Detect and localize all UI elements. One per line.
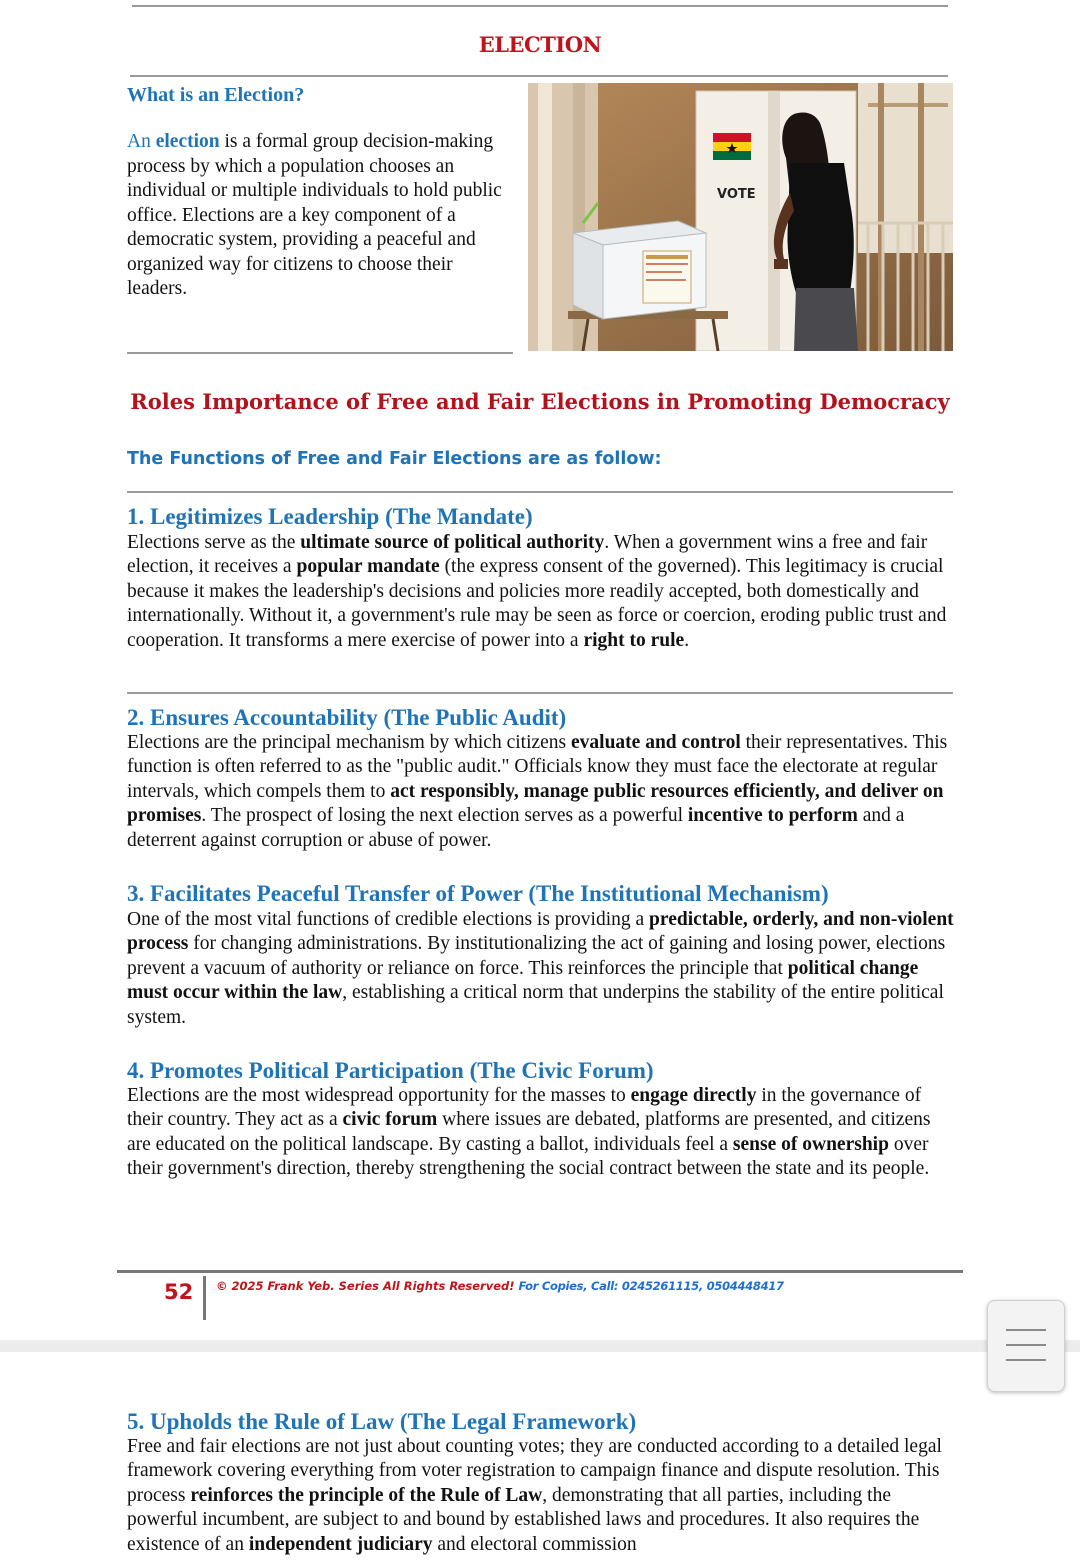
emphasis-text: sense of ownership: [732, 1133, 889, 1155]
footer-contact: For Copies, Call: 0245261115, 0504448417: [518, 1279, 784, 1293]
body-text: where issues are debated, platforms are presented, and citizens are educated on the political landscape. By casting a ballot, individuals feel a: [127, 1109, 931, 1155]
section-5-heading: 5. Upholds the Rule of Law (The Legal Framework): [127, 1409, 637, 1434]
emphasis-text: ultimate source of political authority: [300, 532, 605, 553]
footer-divider: [203, 1276, 206, 1320]
section-4-heading: 4. Promotes Political Participation (The Civic Forum): [127, 1058, 654, 1083]
section-4-body: [127, 1084, 957, 1182]
section-1-heading: 1. Legitimizes Leadership (The Mandate): [127, 504, 533, 529]
emphasis-text: independent judiciary: [248, 1533, 433, 1555]
intro-rule: [127, 352, 513, 354]
voting-scene-illustration: [528, 83, 953, 351]
section-2-heading: 2. Ensures Accountability (The Public Audit): [127, 705, 567, 730]
top-rule: [132, 5, 948, 7]
emphasis-text: civic forum: [342, 1109, 438, 1131]
body-text: in the governance of their country. They act as a: [127, 1085, 922, 1131]
footer-rule: [117, 1270, 963, 1273]
section-5-body: [127, 1435, 962, 1557]
emphasis-text: act responsibly, manage public resources efficiently, and deliver on promises: [127, 780, 944, 827]
body-text: Elections serve as the: [127, 532, 301, 553]
functions-subtitle: The Functions of Free and Fair Elections are as follow:: [127, 449, 662, 469]
body-text: over their government's direction, thereby strengthening the social contract between the state and its people.: [127, 1133, 930, 1180]
body-text: for changing administrations. By institutionalizing the act of gaining and losing power, elections prevent a vacuum of authority or reliance on force. This reinforces the principle that: [127, 933, 946, 979]
body-text: One of the most vital functions of credible elections is providing a: [127, 909, 650, 930]
emphasis-text: incentive to perform: [687, 805, 858, 827]
menu-button[interactable]: [987, 1300, 1065, 1392]
page-separator: [0, 1340, 1080, 1352]
body-text: Elections are the most widespread opportunity for the masses to: [127, 1085, 631, 1106]
intro-text: is a formal group decision-making process by which a population chooses an individual or multiple individuals to hold public office. Elections are a key component of a democratic system, providing a peaceful and organized way for citizens to choose their leaders.: [127, 131, 502, 299]
emphasis-text: right to rule: [583, 629, 685, 651]
section-rule-1: [127, 491, 953, 493]
section-2-body: [127, 731, 957, 853]
body-text: , establishing a critical norm that underpins the stability of the entire political system.: [127, 982, 944, 1028]
title-rule: [130, 75, 948, 77]
section-rule-2: [127, 692, 953, 694]
intro-term: election: [155, 131, 220, 152]
body-text: Free and fair elections are not just about counting votes; they are conducted according to a detailed legal framework covering everything from voter registration to campaign finance and dispute resolution. This process: [127, 1436, 942, 1506]
emphasis-text: reinforces the principle of the Rule of Law: [190, 1484, 543, 1506]
intro-paragraph: [127, 130, 517, 302]
roles-title: Roles Importance of Free and Fair Elections in Promoting Democracy: [130, 389, 950, 414]
body-text: and electoral commission: [432, 1533, 637, 1555]
emphasis-text: engage directly: [630, 1085, 757, 1106]
emphasis-text: political change must occur within the law: [127, 957, 919, 1004]
body-text: .: [684, 629, 690, 651]
body-text: . The prospect of losing the next election serves as a powerful: [201, 805, 688, 827]
body-text: , demonstrating that all parties, including the powerful incumbent, are subject to and bound by established laws and procedures. It also requires the existence of an: [127, 1484, 920, 1555]
body-text: (the express consent of the governed). This legitimacy is crucial because it makes the leadership's decisions and policies more readily accepted, both domestically and internationally. Without it, a government's rule may be seen as force or coercion, eroding public trust and cooperation. It transforms a mere exercise of power into a: [127, 556, 947, 651]
emphasis-text: popular mandate: [296, 556, 440, 578]
voting-photo: [528, 83, 953, 351]
page-title: ELECTION: [478, 32, 602, 57]
body-text: Elections are the principal mechanism by which citizens: [127, 732, 572, 753]
footer-copyright-text: © 2025 Frank Yeb. Series All Rights Reserved!: [216, 1279, 515, 1293]
booth-sign: VOTE: [717, 187, 756, 202]
section-1-body: [127, 531, 957, 653]
body-text: their representatives. This function is often referred to as the "public audit." Officials know they must face the electorate at regular intervals, which compels them to: [127, 732, 948, 802]
emphasis-text: predictable, orderly, and non-violent process: [127, 909, 954, 955]
body-text: and a deterrent against corruption or abuse of power.: [127, 805, 905, 851]
intro-heading: What is an Election?: [127, 84, 305, 106]
section-3-body: [127, 908, 957, 1030]
emphasis-text: evaluate and control: [571, 732, 741, 753]
body-text: . When a government wins a free and fair election, it receives a: [127, 532, 928, 578]
section-3-heading: 3. Facilitates Peaceful Transfer of Power (The Institutional Mechanism): [127, 881, 829, 906]
footer-copyright: [216, 1279, 784, 1293]
intro-lead: An: [127, 131, 151, 152]
page-number: 52: [164, 1280, 194, 1304]
